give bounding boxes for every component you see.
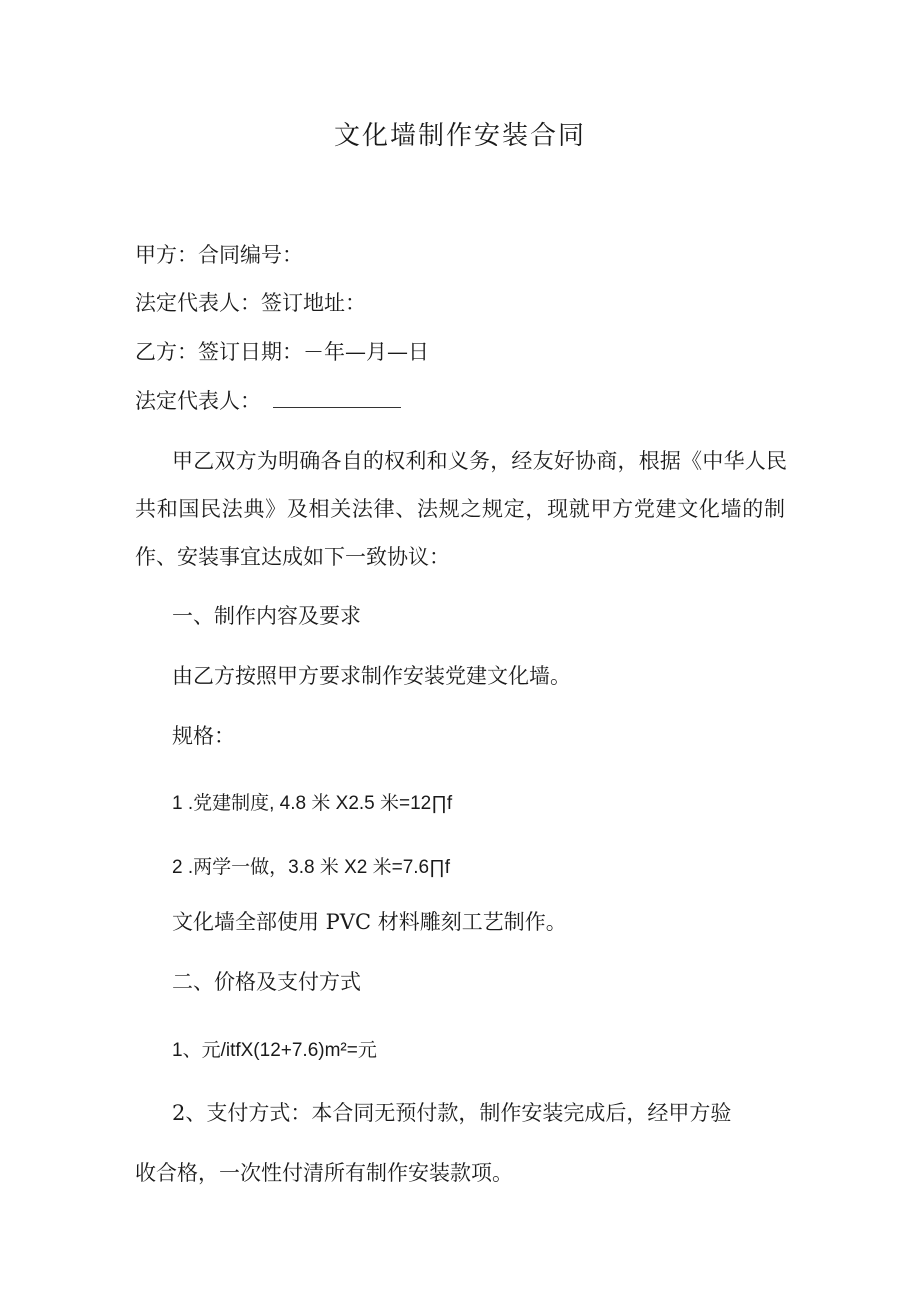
- spec-label: 规格：: [172, 724, 235, 748]
- section1-heading: 一、制作内容及要求: [172, 604, 361, 628]
- document-title: 文化墙制作安装合同: [333, 121, 586, 151]
- party-b-line: 乙方：签订日期：－年—月—日: [135, 340, 429, 364]
- payment-line-2: 收合格，一次性付清所有制作安装款项。: [135, 1161, 513, 1185]
- legal-rep-line-1: 法定代表人：签订地址：: [135, 291, 366, 315]
- party-a-line: 甲方：合同编号：: [135, 243, 303, 267]
- intro-line-2: 共和国民法典》及相关法律、法规之规定，现就甲方党建文化墙的制: [135, 497, 785, 521]
- signature-blank: [273, 389, 401, 408]
- intro-line-3: 作、安装事宜达成如下一致协议：: [135, 545, 450, 569]
- spec-item-2: 2 .两学一做，3.8 米 X2 米=7.6∏f: [172, 857, 451, 878]
- material-text: 文化墙全部使用 PVC 材料雕刻工艺制作。: [172, 910, 567, 934]
- legal-rep-label: 法定代表人：: [135, 389, 261, 413]
- section1-text: 由乙方按照甲方要求制作安装党建文化墙。: [172, 664, 571, 688]
- intro-line-1: 甲乙双方为明确各自的权利和义务，经友好协商，根据《中华人民: [172, 449, 787, 473]
- spec-item-1: 1 .党建制度, 4.8 米 X2.5 米=12∏f: [172, 793, 453, 814]
- legal-rep-line-2: [135, 386, 401, 416]
- section2-heading: 二、价格及支付方式: [172, 970, 361, 994]
- price-line: 1、元/itfX(12+7.6)m²=元: [172, 1040, 377, 1061]
- payment-line-1: 2、支付方式：本合同无预付款，制作安装完成后，经甲方验: [172, 1101, 732, 1125]
